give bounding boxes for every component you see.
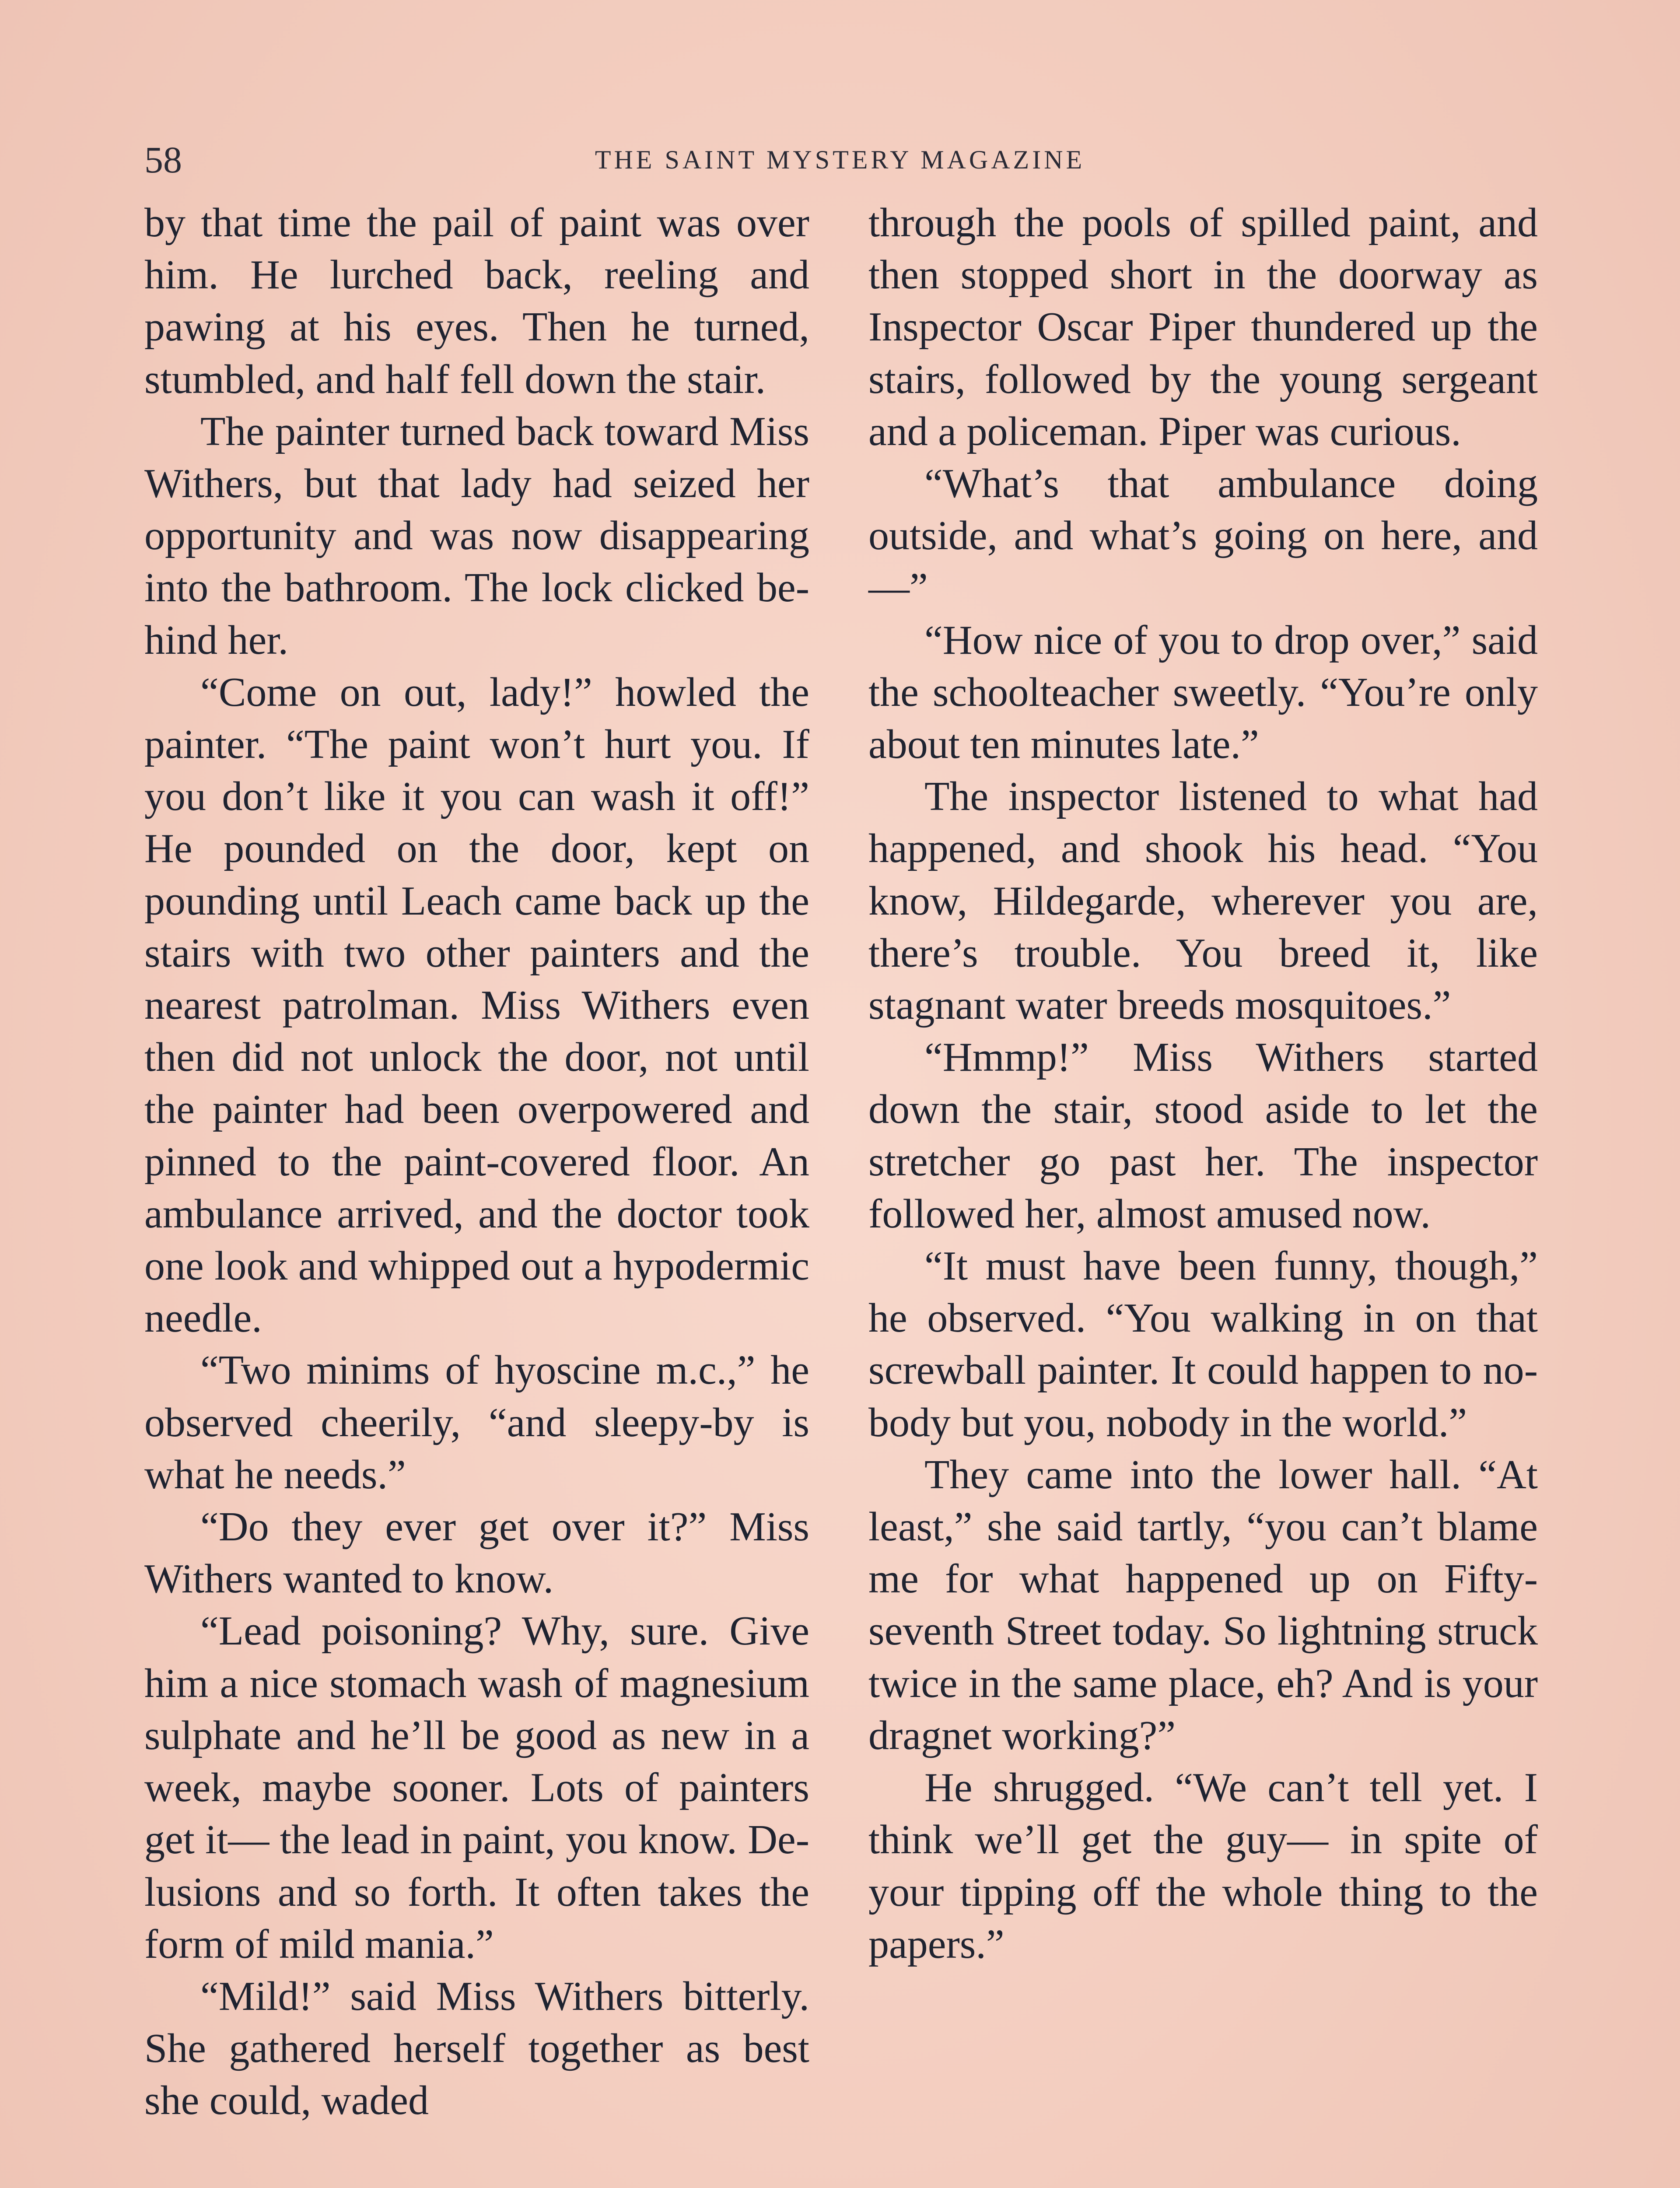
paragraph: “Two minims of hyoscine m.c.,” he observed cheerily, “and sleepy-by is what he needs.” (144, 1347, 809, 1497)
paragraph: The painter turned back toward Miss Withers, but that lady had seized her opportunity and was now disappearing into the bathroom. The lock clicked behind her. (144, 408, 809, 663)
paragraph: “What’s that ambulance doing outside, and what’s going on here, and—” (868, 461, 1538, 611)
paragraph: He shrugged. “We can’t tell yet. I think we’ll get the guy— in spite of your tipping off the whole thing to the papers.” (868, 1765, 1538, 1967)
running-title: THE SAINT MYSTERY MAGAZINE (595, 145, 1085, 174)
paragraph: The inspector listened to what had happened, and shook his head. “You know, Hildegarde, wherever you are, there’s trouble. You breed it, like stagnant water breeds mosquitoes.” (868, 774, 1538, 1028)
page-header (144, 131, 1536, 188)
paragraph: “It must have been funny, though,” he observed. “You walking in on that screwball painter. It could happen to nobody but you, nobody in the world.” (868, 1243, 1538, 1445)
paragraph: They came into the lower hall. “At least,” she said tartly, “you can’t blame me for what happened up on Fifty-seventh Street today. So lightning struck twice in the same place, eh? And is your dragnet working?” (868, 1452, 1538, 1758)
paragraph: “How nice of you to drop over,” said the schoolteacher sweetly. “You’re only about ten minutes late.” (868, 617, 1538, 768)
paragraph: by that time the pail of paint was over him. He lurched back, reeling and pawing at his eyes. Then he turned, stumbled, and half fell down the stair. (144, 200, 809, 402)
paragraph: through the pools of spilled paint, and then stopped short in the doorway as Inspector Oscar Piper thundered up the stairs, followed by the young sergeant and a policeman. Piper was curious. (868, 200, 1538, 454)
paragraph: “Come on out, lady!” howled the painter. “The paint won’t hurt you. If you don’t like it you can wash it off!” He pounded on the door, kept on pounding until Leach came back up the stairs with two other painters and the nearest patrolman. Miss Withers even then did not unlock the door, not until the painter had been overpowered and pinned to the paint-covered floor. An ambulance arrived, and the doctor took one look and whipped out a hypodermic needle. (144, 669, 809, 1341)
page-number: 58 (144, 139, 182, 181)
paragraph: “Hmmp!” Miss Withers started down the stair, stood aside to let the stretcher go past her. The inspector followed her, almost amused now. (868, 1034, 1538, 1237)
paragraph: “Lead poisoning? Why, sure. Give him a nice stomach wash of magnesium sulphate and he’ll be good as new in a week, maybe sooner. Lots of painters get it— the lead in paint, you know. Delusions and so forth. It often takes the form of mild mania.” (144, 1608, 809, 1967)
right-column (868, 197, 1538, 1971)
paragraph: “Do they ever get over it?” Miss Withers wanted to know. (144, 1504, 809, 1602)
left-column (144, 197, 809, 2127)
paragraph: “Mild!” said Miss Withers bitterly. She gathered herself together as best she could, waded (144, 1973, 809, 2124)
